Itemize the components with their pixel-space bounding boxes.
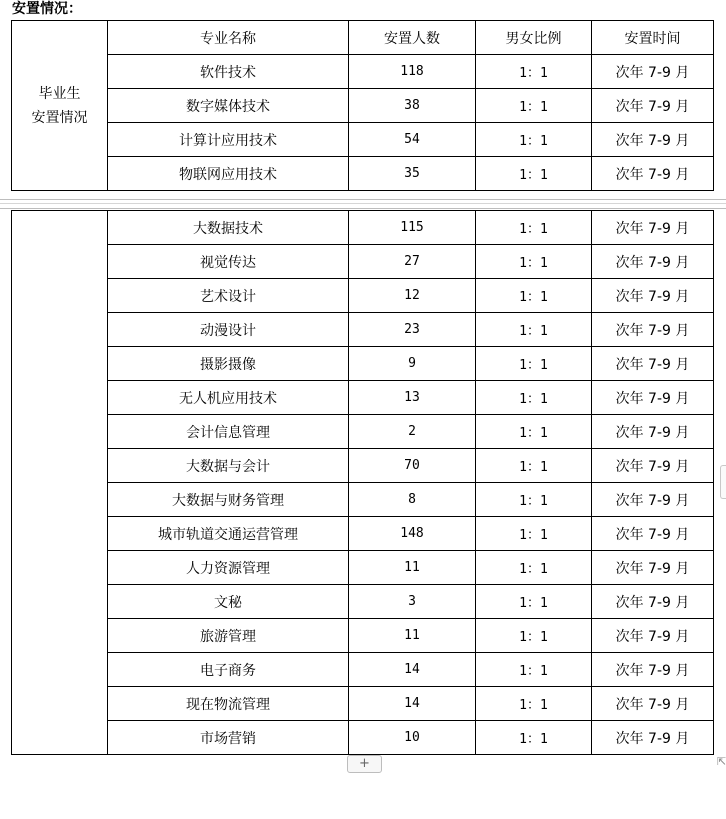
table-row [12,585,714,619]
cell-time[interactable]: 次年 7-9 月 [592,687,714,721]
cell-count[interactable]: 2 [349,415,476,449]
cell-count[interactable]: 23 [349,313,476,347]
cell-major[interactable]: 无人机应用技术 [108,381,349,415]
header-ratio[interactable]: 男女比例 [476,21,592,55]
cell-count[interactable]: 9 [349,347,476,381]
placement-table-page-2 [11,210,714,755]
cell-count[interactable]: 3 [349,585,476,619]
cell-count[interactable]: 27 [349,245,476,279]
cell-time[interactable]: 次年 7-9 月 [592,551,714,585]
cell-time[interactable]: 次年 7-9 月 [592,89,714,123]
cell-time[interactable]: 次年 7-9 月 [592,721,714,755]
cell-ratio[interactable]: 1：1 [476,687,592,721]
cell-major[interactable]: 文秘 [108,585,349,619]
add-row-button[interactable] [347,755,382,773]
cell-count[interactable]: 11 [349,551,476,585]
table-row [12,123,714,157]
table-row [12,245,714,279]
table-header-row [12,21,714,55]
cell-major[interactable]: 摄影摄像 [108,347,349,381]
group-label-cell[interactable] [12,21,108,191]
table-row [12,551,714,585]
cell-count[interactable]: 38 [349,89,476,123]
cell-time[interactable]: 次年 7-9 月 [592,55,714,89]
cell-ratio[interactable]: 1：1 [476,211,592,245]
cell-ratio[interactable]: 1：1 [476,279,592,313]
cell-count[interactable]: 14 [349,687,476,721]
table-row [12,347,714,381]
resize-icon[interactable]: ⇱ [717,755,726,768]
cell-major[interactable]: 计算计应用技术 [108,123,349,157]
cell-major[interactable]: 旅游管理 [108,619,349,653]
table-row [12,313,714,347]
table-row [12,279,714,313]
cell-ratio[interactable]: 1：1 [476,89,592,123]
table-row [12,653,714,687]
cell-time[interactable]: 次年 7-9 月 [592,157,714,191]
cell-major[interactable]: 大数据与会计 [108,449,349,483]
cell-count[interactable]: 115 [349,211,476,245]
cell-ratio[interactable]: 1：1 [476,313,592,347]
cell-time[interactable]: 次年 7-9 月 [592,483,714,517]
cell-major[interactable]: 动漫设计 [108,313,349,347]
section-heading: 安置情况： [12,1,82,17]
table-row [12,89,714,123]
group-label-line-2: 安置情况 [31,109,88,126]
cell-count[interactable]: 10 [349,721,476,755]
page-break-divider [0,199,726,209]
cell-time[interactable]: 次年 7-9 月 [592,279,714,313]
cell-time[interactable]: 次年 7-9 月 [592,347,714,381]
cell-count[interactable]: 118 [349,55,476,89]
cell-major[interactable]: 艺术设计 [108,279,349,313]
cell-time[interactable]: 次年 7-9 月 [592,211,714,245]
cell-time[interactable]: 次年 7-9 月 [592,585,714,619]
cell-count[interactable]: 70 [349,449,476,483]
cell-major[interactable]: 物联网应用技术 [108,157,349,191]
table-row [12,517,714,551]
table-row [12,449,714,483]
table-row [12,381,714,415]
header-time[interactable]: 安置时间 [592,21,714,55]
table-row [12,483,714,517]
cell-ratio[interactable]: 1：1 [476,55,592,89]
cell-major[interactable]: 大数据技术 [108,211,349,245]
cell-major[interactable]: 人力资源管理 [108,551,349,585]
table-row [12,415,714,449]
cell-count[interactable]: 13 [349,381,476,415]
cell-time[interactable]: 次年 7-9 月 [592,449,714,483]
cell-major[interactable]: 市场营销 [108,721,349,755]
cell-major[interactable]: 大数据与财务管理 [108,483,349,517]
cell-time[interactable]: 次年 7-9 月 [592,517,714,551]
cell-major[interactable]: 数字媒体技术 [108,89,349,123]
cell-ratio[interactable]: 1：1 [476,517,592,551]
cell-time[interactable]: 次年 7-9 月 [592,381,714,415]
cell-ratio[interactable]: 1：1 [476,653,592,687]
group-label-cell-continued[interactable] [12,211,108,755]
cell-ratio[interactable]: 1：1 [476,347,592,381]
table-side-handle[interactable] [720,465,726,499]
table-row [12,211,714,245]
plus-icon: + [359,756,370,771]
placement-table-page-1 [11,20,714,191]
cell-ratio[interactable]: 1：1 [476,157,592,191]
table-row [12,619,714,653]
cell-count[interactable]: 35 [349,157,476,191]
cell-major[interactable]: 视觉传达 [108,245,349,279]
cell-time[interactable]: 次年 7-9 月 [592,415,714,449]
table-row [12,55,714,89]
table-row [12,721,714,755]
cell-count[interactable]: 148 [349,517,476,551]
cell-ratio[interactable]: 1：1 [476,245,592,279]
cell-time[interactable]: 次年 7-9 月 [592,123,714,157]
header-count[interactable]: 安置人数 [349,21,476,55]
cell-major[interactable]: 城市轨道交通运营管理 [108,517,349,551]
cell-ratio[interactable]: 1：1 [476,449,592,483]
cell-count[interactable]: 11 [349,619,476,653]
cell-ratio[interactable]: 1：1 [476,619,592,653]
cell-count[interactable]: 8 [349,483,476,517]
table-row [12,687,714,721]
table-row [12,157,714,191]
group-label-line-1: 毕业生 [38,85,81,102]
cell-major[interactable]: 软件技术 [108,55,349,89]
cell-ratio[interactable]: 1：1 [476,721,592,755]
cell-time[interactable]: 次年 7-9 月 [592,245,714,279]
cell-count[interactable]: 14 [349,653,476,687]
cell-major[interactable]: 会计信息管理 [108,415,349,449]
cell-time[interactable]: 次年 7-9 月 [592,313,714,347]
cell-ratio[interactable]: 1：1 [476,123,592,157]
cell-major[interactable]: 电子商务 [108,653,349,687]
cell-ratio[interactable]: 1：1 [476,483,592,517]
cell-time[interactable]: 次年 7-9 月 [592,619,714,653]
cell-count[interactable]: 54 [349,123,476,157]
cell-ratio[interactable]: 1：1 [476,415,592,449]
cell-count[interactable]: 12 [349,279,476,313]
cell-ratio[interactable]: 1：1 [476,585,592,619]
cell-major[interactable]: 现在物流管理 [108,687,349,721]
cell-ratio[interactable]: 1：1 [476,551,592,585]
cell-ratio[interactable]: 1：1 [476,381,592,415]
header-major[interactable]: 专业名称 [108,21,349,55]
cell-time[interactable]: 次年 7-9 月 [592,653,714,687]
